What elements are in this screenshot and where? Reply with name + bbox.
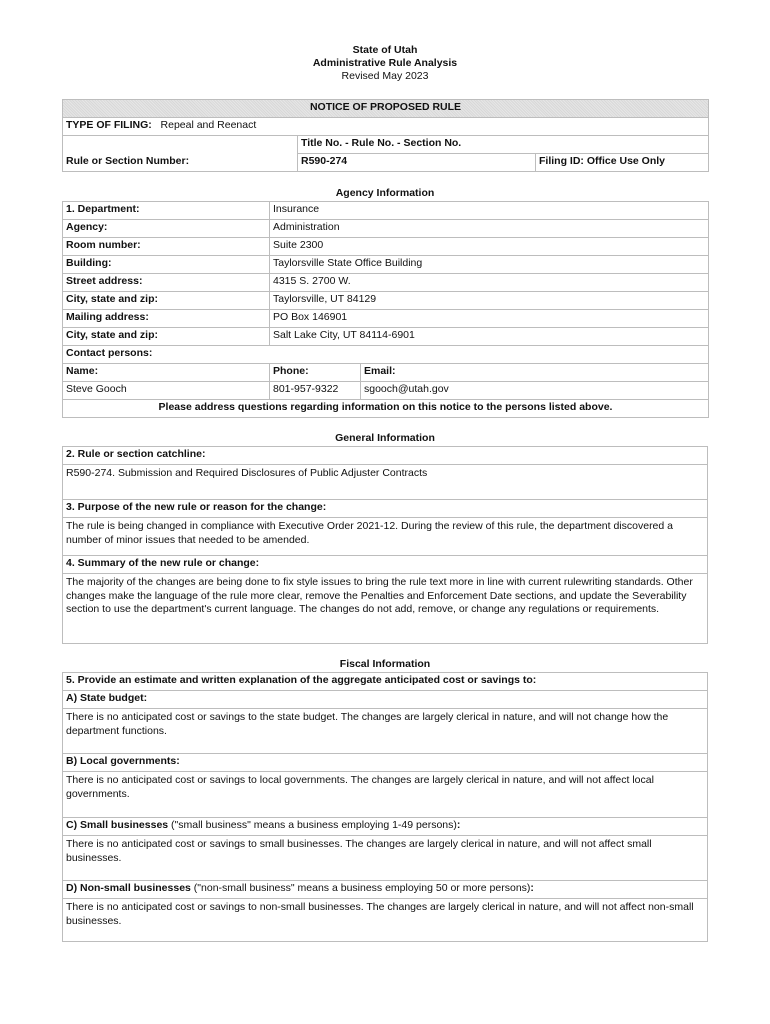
agency-row (63, 256, 709, 274)
agency-field-value: Insurance (270, 202, 709, 220)
analysis-title: Administrative Rule Analysis (312, 57, 458, 69)
small-business-colon: : (456, 819, 461, 831)
agency-field-value: PO Box 146901 (270, 310, 709, 328)
state-title: State of Utah (352, 44, 418, 56)
non-small-business-label-row (63, 881, 708, 899)
non-small-business-label: D) Non-small businesses (66, 882, 191, 894)
q4-value: The majority of the changes are being done to fix style issues to bring the rule text more in line with current rulewriting standards. Other changes make the language of the rule more clear, remove the Penalties and Enforcement Date sections, and update the Severability section to use the department's current language. The changes do not add, remove, or change any regulations or requirements. (63, 574, 708, 644)
contact-name: Steve Gooch (63, 382, 270, 400)
agency-field-value: Salt Lake City, UT 84114-6901 (270, 328, 709, 346)
agency-field-label: Room number: (63, 238, 270, 256)
type-label: TYPE OF FILING: (66, 119, 152, 131)
fiscal-heading: Fiscal Information (339, 658, 431, 670)
small-business-label: C) Small businesses (66, 819, 169, 831)
agency-row (63, 274, 709, 292)
contact-email-label: Email: (361, 364, 709, 382)
notice-title: NOTICE OF PROPOSED RULE (63, 100, 709, 118)
filing-id: Filing ID: Office Use Only (536, 154, 709, 172)
contact-phone: 801-957-9322 (270, 382, 361, 400)
agency-field-value: 4315 S. 2700 W. (270, 274, 709, 292)
title-no-label: Title No. - Rule No. - Section No. (298, 136, 709, 154)
non-small-business-value: There is no anticipated cost or savings to non-small businesses. The changes are largely clerical in nature, and will not affect non-small businesses. (63, 899, 708, 942)
agency-row (63, 292, 709, 310)
local-gov-value: There is no anticipated cost or savings to local governments. The changes are largely clerical in nature, and will not affect local governments. (63, 772, 708, 818)
agency-field-value: Taylorsville, UT 84129 (270, 292, 709, 310)
document-page (62, 44, 708, 942)
blank-cell (63, 136, 298, 154)
local-gov-label: B) Local governments: (63, 754, 708, 772)
agency-table (62, 201, 709, 418)
small-business-label-row (63, 818, 708, 836)
agency-field-label: City, state and zip: (63, 292, 270, 310)
agency-field-value: Suite 2300 (270, 238, 709, 256)
contact-note: Please address questions regarding information on this notice to the persons listed above. (63, 400, 709, 418)
document-header (62, 44, 708, 83)
small-business-note: ("small business" means a business employing 1-49 persons) (168, 819, 457, 831)
revision-date: Revised May 2023 (341, 70, 429, 82)
small-business-value: There is no anticipated cost or savings to small businesses. The changes are largely clerical in nature, and will not affect small businesses. (63, 836, 708, 881)
q5-label: 5. Provide an estimate and written explanation of the aggregate anticipated cost or savings to: (63, 673, 708, 691)
q3-label: 3. Purpose of the new rule or reason for the change: (63, 500, 708, 518)
agency-row (63, 220, 709, 238)
agency-field-label: 1. Department: (63, 202, 270, 220)
agency-heading: Agency Information (335, 187, 435, 199)
contact-phone-label: Phone: (270, 364, 361, 382)
state-budget-label: A) State budget: (63, 691, 708, 709)
non-small-business-colon: : (530, 882, 534, 894)
state-budget-value: There is no anticipated cost or savings to the state budget. The changes are largely clerical in nature, and will not change how the department functions. (63, 709, 708, 754)
q2-value: R590-274. Submission and Required Disclosures of Public Adjuster Contracts (63, 465, 708, 500)
agency-field-label: Mailing address: (63, 310, 270, 328)
fiscal-table (62, 672, 708, 942)
agency-field-label: City, state and zip: (63, 328, 270, 346)
type-of-filing (63, 118, 709, 136)
contact-name-label: Name: (63, 364, 270, 382)
q4-label: 4. Summary of the new rule or change: (63, 556, 708, 574)
notice-table (62, 99, 709, 172)
agency-row (63, 310, 709, 328)
agency-field-value: Administration (270, 220, 709, 238)
q3-value: The rule is being changed in compliance with Executive Order 2021-12. During the review of this rule, the department discovered a number of minor issues that needed to be amended. (63, 518, 708, 556)
rule-number-value: R590-274 (298, 154, 536, 172)
type-value: Repeal and Reenact (160, 119, 257, 131)
agency-row (63, 238, 709, 256)
non-small-business-note: ("non-small business" means a business employing 50 or more persons) (190, 882, 531, 894)
agency-field-label: Building: (63, 256, 270, 274)
agency-field-label: Street address: (63, 274, 270, 292)
agency-row (63, 202, 709, 220)
agency-row (63, 328, 709, 346)
agency-field-label: Agency: (63, 220, 270, 238)
contact-persons-label: Contact persons: (63, 346, 709, 364)
agency-field-value: Taylorsville State Office Building (270, 256, 709, 274)
q2-label: 2. Rule or section catchline: (63, 447, 708, 465)
general-heading: General Information (335, 432, 435, 444)
general-table (62, 446, 708, 644)
rule-number-label: Rule or Section Number: (63, 154, 298, 172)
contact-email: sgooch@utah.gov (361, 382, 709, 400)
